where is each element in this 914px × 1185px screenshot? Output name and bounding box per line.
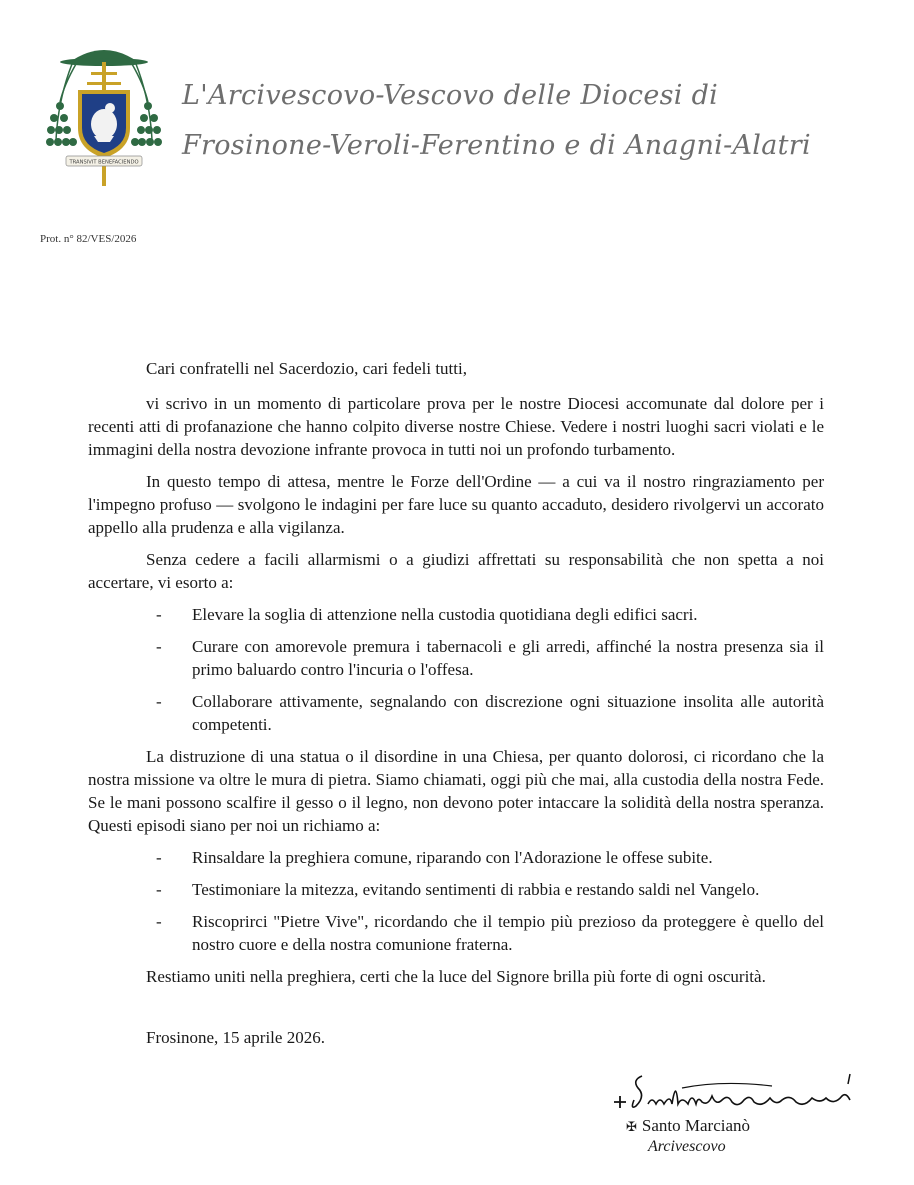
bullet-dash: - xyxy=(156,880,162,899)
list-item-text: Collaborare attivamente, segnalando con discrezione ogni situazione insolita alle autorità competenti. xyxy=(192,692,824,734)
exhortation-list xyxy=(88,603,824,736)
list-item xyxy=(88,910,824,956)
paragraph-2: In questo tempo di attesa, mentre le Forze dell'Ordine — a cui va il nostro ringraziamento per l'impegno profuso — svolgono le indagini per fare luce su quanto accaduto, desidero rivolgervi un accorato appello alla prudenza e alla vigilanza. xyxy=(88,472,824,537)
signer-role: Arcivescovo xyxy=(648,1138,726,1155)
bullet-dash: - xyxy=(156,637,162,656)
list-item xyxy=(88,846,824,869)
list-item xyxy=(88,878,824,901)
list-item-text: Curare con amorevole premura i tabernacoli e gli arredi, affinché la nostra presenza sia il primo baluardo contro l'incuria o l'offesa. xyxy=(192,637,824,679)
paragraph-4: La distruzione di una statua o il disordine in una Chiesa, per quanto dolorosi, ci ricordano che la nostra missione va oltre le mura di pietra. Siamo chiamati, oggi più che mai, alla custodia della nostra Fede. Se le mani possono scalfire il gesso o il legno, non devono poter intaccare la solidità della nostra speranza. Questi episodi siano per noi un richiamo a: xyxy=(88,747,824,835)
protocol-number: Prot. n° 82/VES/2026 xyxy=(40,233,137,245)
list-item-text: Elevare la soglia di attenzione nella custodia quotidiana degli edifici sacri. xyxy=(192,605,698,624)
list-item xyxy=(88,690,824,736)
header-title-line-1: L'Arcivescovo-Vescovo delle Diocesi di xyxy=(182,80,719,111)
paragraph-3: Senza cedere a facili allarmismi o a giudizi affrettati su responsabilità che non spetta a noi accertare, vi esorto a: xyxy=(88,550,824,592)
bullet-dash: - xyxy=(156,848,162,867)
paragraph-1: vi scrivo in un momento di particolare prova per le nostre Diocesi accomunate dal dolore per i recenti atti di profanazione che hanno colpito diverse nostre Chiese. Vedere i nostri luoghi sacri violati e le immagini della nostra devozione infrante provoca in tutti noi un profondo turbamento. xyxy=(88,394,824,459)
cross-mark-icon: ✠ xyxy=(626,1119,637,1134)
list-item-text: Testimoniare la mitezza, evitando sentimenti di rabbia e restando saldi nel Vangelo. xyxy=(192,880,760,899)
letter-body xyxy=(88,357,824,997)
signer-name-text: Santo Marcianò xyxy=(641,1116,751,1135)
list-item-text: Rinsaldare la preghiera comune, riparando con l'Adorazione le offese subite. xyxy=(192,848,713,867)
list-item-text: Riscoprirci "Pietre Vive", ricordando che il tempio più prezioso da proteggere è quello del nostro cuore e della nostra comunione fraterna. xyxy=(192,912,824,954)
bullet-dash: - xyxy=(156,605,162,624)
bullet-dash: - xyxy=(156,692,162,711)
paragraph-5: Restiamo uniti nella preghiera, certi che la luce del Signore brilla più forte di ogni oscurità. xyxy=(146,967,766,986)
signer-name xyxy=(626,1116,750,1136)
bullet-dash: - xyxy=(156,912,162,931)
place-date: Frosinone, 15 aprile 2026. xyxy=(146,1028,325,1047)
reminder-list xyxy=(88,846,824,956)
list-item xyxy=(88,603,824,626)
motto-text: TRANSIVIT BENEFACIENDO xyxy=(69,159,139,166)
header-title-line-2: Frosinone-Veroli-Ferentino e di Anagni-Alatri xyxy=(182,130,811,161)
handwritten-signature xyxy=(612,1066,857,1118)
salutation: Cari confratelli nel Sacerdozio, cari fedeli tutti, xyxy=(146,359,467,378)
list-item xyxy=(88,635,824,681)
coat-of-arms-emblem xyxy=(46,40,162,190)
